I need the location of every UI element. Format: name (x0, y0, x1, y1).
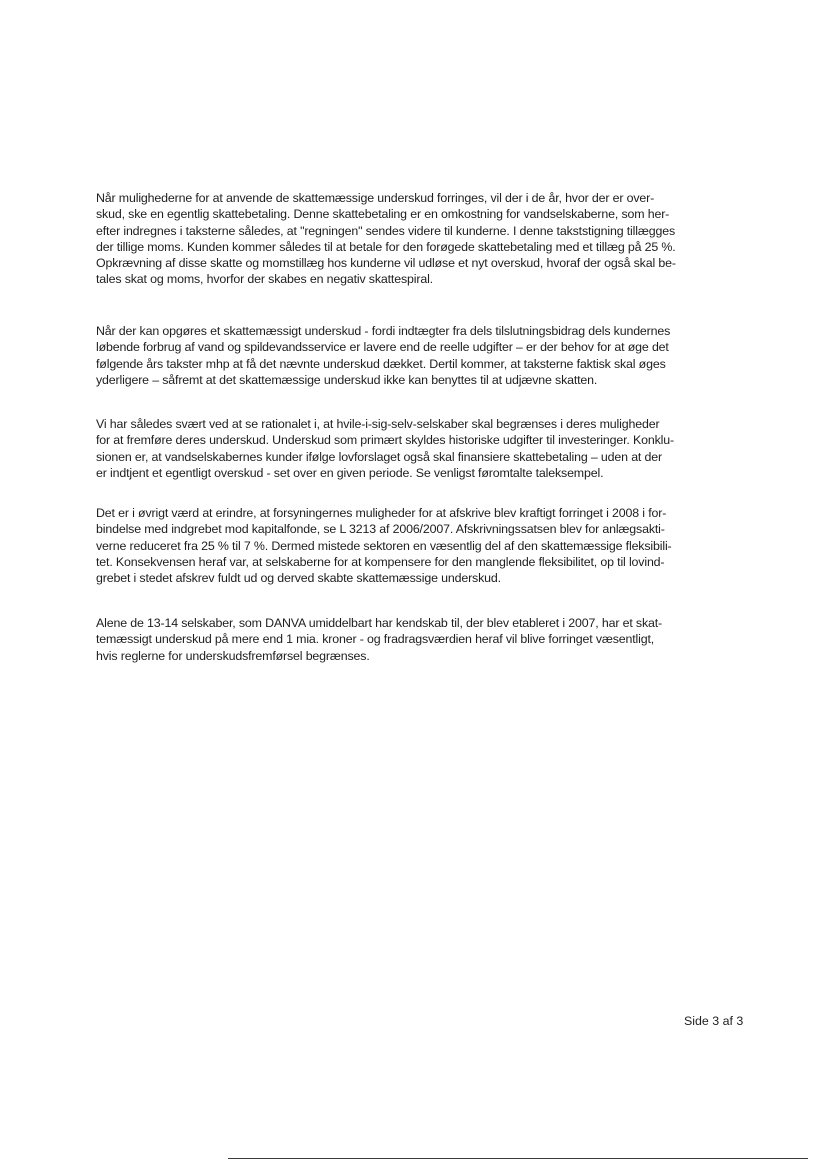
text-line: løbende forbrug af vand og spildevandsservice er lavere end de reelle udgifter – er der behov for at øge det (96, 340, 669, 355)
bottom-divider (228, 1158, 808, 1159)
text-line: yderligere – såfremt at det skattemæssige underskud ikke kan benyttes til at udjævne skatten. (96, 372, 598, 387)
text-line: bindelse med indgrebet mod kapitalfonde, se L 3213 af 2006/2007. Afskrivningssatsen blev for anlægsakti- (96, 522, 665, 537)
paragraph-3 (96, 416, 758, 481)
text-line: verne reduceret fra 25 % til 7 %. Dermed mistede sektoren en væsentlig del af den skattemæssige fleksibili- (96, 538, 672, 553)
text-line: Alene de 13-14 selskaber, som DANVA umiddelbart har kendskab til, der blev etableret i 2007, har et skat- (96, 616, 663, 630)
paragraph-2 (96, 323, 758, 388)
text-line: Når mulighederne for at anvende de skattemæssige underskud forringes, vil der i de år, hvor der er over- (96, 191, 655, 205)
text-line: tet. Konsekvensen heraf var, at selskaberne for at kompensere for den manglende fleksibilitet, op til lovind- (96, 554, 665, 569)
text-line: skud, ske en egentlig skattebetaling. Denne skattebetaling er en omkostning for vandselskaberne, som her- (96, 207, 670, 222)
text-line: sionen er, at vandselskabernes kunder ifølge lovforslaget også skal finansiere skattebetaling – uden at der (96, 449, 662, 464)
page-number: Side 3 af 3 (684, 1014, 744, 1028)
text-line: Det er i øvrigt værd at erindre, at forsyningernes muligheder for at afskrive blev kraftigt forringet i 2008 i for- (96, 506, 667, 520)
text-line: Når der kan opgøres et skattemæssigt underskud - fordi indtægter fra dels tilslutningsbidrag dels kundernes (96, 324, 671, 338)
paragraph-1 (96, 190, 758, 288)
paragraph-4 (96, 505, 758, 586)
text-line: Opkrævning af disse skatte og momstillæg hos kunderne vil udløse et nyt overskud, hvoraf der også skal be- (96, 256, 676, 271)
paragraph-5 (96, 615, 758, 664)
text-line: efter indregnes i taksterne således, at "regningen" sendes videre til kunderne. I denne takststigning tillægges (96, 223, 675, 238)
text-line: følgende års takster mhp at få det nævnte underskud dækket. Dertil kommer, at taksterne faktisk skal øges (96, 356, 666, 371)
text-line: Vi har således svært ved at se rationalet i, at hvile-i-sig-selv-selskaber skal begrænses i deres muligheder (96, 417, 660, 431)
text-line: der tillige moms. Kunden kommer således til at betale for den forøgede skattebetaling med et tillæg på 25 %. (96, 239, 676, 254)
text-line: er indtjent et egentligt overskud - set over en given periode. Se venligst føromtalte taleksempel. (96, 465, 604, 480)
text-line: tales skat og moms, hvorfor der skabes en negativ skattespiral. (96, 272, 433, 287)
text-line: temæssigt underskud på mere end 1 mia. kroner - og fradragsværdien heraf vil blive forringet væsentligt, (96, 632, 655, 647)
text-line: grebet i stedet afskrev fuldt ud og derved skabte skattemæssige underskud. (96, 571, 501, 586)
text-line: for at fremføre deres underskud. Underskud som primært skyldes historiske udgifter til investeringer. Konklu- (96, 433, 674, 448)
text-line: hvis reglerne for underskudsfremførsel begrænses. (96, 648, 370, 663)
